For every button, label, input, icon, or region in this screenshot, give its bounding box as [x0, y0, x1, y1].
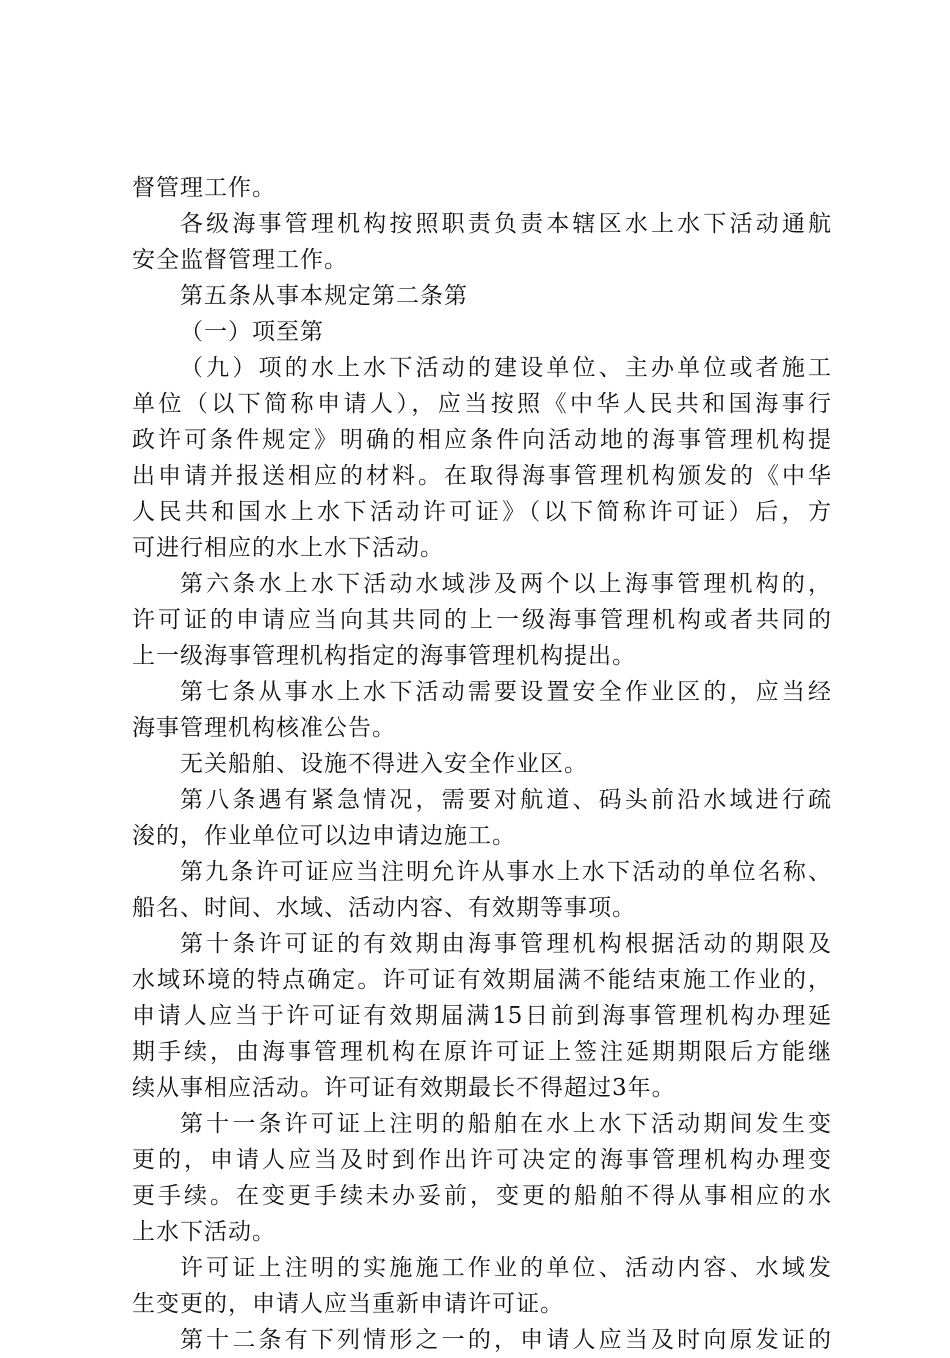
- text-line: 单位（以下简称申请人），应当按照《中华人民共和国海事行: [132, 391, 832, 417]
- text-line: 第十二条有下列情形之一的，申请人应当及时向原发证的: [180, 1327, 832, 1353]
- text-line: 水域环境的特点确定。许可证有效期届满不能结束施工作业的，: [132, 967, 832, 993]
- text-line: 更的，申请人应当及时到作出许可决定的海事管理机构办理变: [132, 1147, 832, 1173]
- document-body: [132, 170, 832, 1358]
- text-line: 海事管理机构核准公告。: [132, 715, 396, 741]
- text-line: 期手续，由海事管理机构在原许可证上签注延期期限后方能继: [132, 1039, 832, 1065]
- text-line: 许可证的申请应当向其共同的上一级海事管理机构或者共同的: [132, 607, 832, 633]
- text-line: 生变更的，申请人应当重新申请许可证。: [132, 1291, 564, 1317]
- text-line: 各级海事管理机构按照职责负责本辖区水上水下活动通航: [180, 211, 832, 237]
- text-line: 安全监督管理工作。: [132, 247, 348, 273]
- text-line: 许可证上注明的实施施工作业的单位、活动内容、水域发: [180, 1255, 832, 1281]
- text-line: 可进行相应的水上水下活动。: [132, 535, 444, 561]
- text-line: （九）项的水上水下活动的建设单位、主办单位或者施工: [180, 355, 832, 381]
- text-line: 无关船舶、设施不得进入安全作业区。: [180, 751, 588, 777]
- text-line: 更手续。在变更手续未办妥前，变更的船舶不得从事相应的水: [132, 1183, 832, 1209]
- text-line: 第六条水上水下活动水域涉及两个以上海事管理机构的，: [180, 571, 832, 597]
- text-line: 政许可条件规定》明确的相应条件向活动地的海事管理机构提: [132, 427, 832, 453]
- text-line: 第十条许可证的有效期由海事管理机构根据活动的期限及: [180, 931, 832, 957]
- text-line: 第十一条许可证上注明的船舶在水上水下活动期间发生变: [180, 1111, 832, 1137]
- text-line: 申请人应当于许可证有效期届满15日前到海事管理机构办理延: [132, 1003, 832, 1029]
- text-line: 出申请并报送相应的材料。在取得海事管理机构颁发的《中华: [132, 463, 832, 489]
- text-line: 浚的，作业单位可以边申请边施工。: [132, 823, 516, 849]
- text-line: 上水下活动。: [132, 1219, 276, 1245]
- text-line: 第八条遇有紧急情况，需要对航道、码头前沿水域进行疏: [180, 787, 832, 813]
- text-line: 督管理工作。: [132, 175, 276, 201]
- text-line: 第五条从事本规定第二条第: [180, 283, 468, 309]
- text-line: 人民共和国水上水下活动许可证》（以下简称许可证）后，方: [132, 499, 832, 525]
- text-line: 船名、时间、水域、活动内容、有效期等事项。: [132, 895, 636, 921]
- text-line: （一）项至第: [180, 319, 324, 345]
- text-line: 续从事相应活动。许可证有效期最长不得超过3年。: [132, 1075, 676, 1101]
- text-line: 上一级海事管理机构指定的海事管理机构提出。: [132, 643, 636, 669]
- text-line: 第九条许可证应当注明允许从事水上水下活动的单位名称、: [180, 859, 832, 885]
- text-line: 第七条从事水上水下活动需要设置安全作业区的，应当经: [180, 679, 832, 705]
